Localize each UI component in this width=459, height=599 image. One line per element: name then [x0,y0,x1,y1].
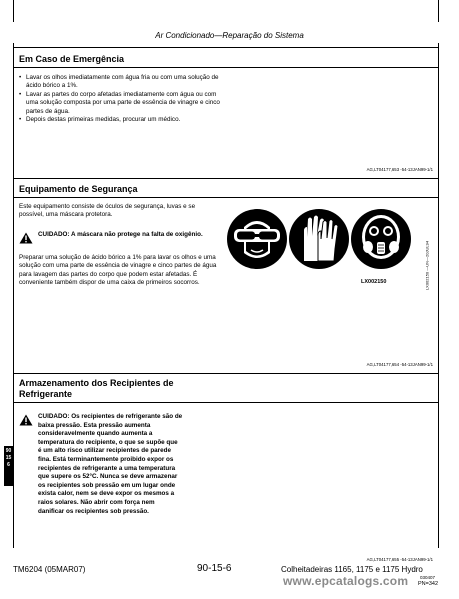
footer-pn: PN=342 [418,581,439,587]
side-tab-line: 15 [5,455,12,461]
right-margin-rule-top [438,0,439,22]
section2-paragraph: Preparar uma solução de ácido bórico a 1% para lavar os olhos e uma solução com uma parte de essência de vinagre e cinco partes de água para lavagem das partes do corpo que podem estar afetadas. É conveniente também dispor de uma caixa de primeiros socorros. [19,253,217,287]
section2-caution [19,231,219,244]
section1-title: Em Caso de Emergência [19,54,125,64]
section3-caution-line: exista calor, nem se deve expor os mesmos a [38,490,175,498]
section3-title-line: Refrigerante [19,389,73,399]
section2-title-rule [13,197,439,198]
section2-caution-label: CUIDADO: [38,230,70,238]
section1-bullet: • Lavar os olhos imediatamente com água fria ou com uma solução de ácido bórico a 1%. [19,74,224,91]
section2-caution-text: A máscara não protege na falta de oxigênio. [69,230,203,238]
side-tab-line: 90 [5,448,12,454]
section3-caution-line: danificar os recipientes sob pressão. [38,507,149,515]
section3-title-rule [13,402,439,403]
section2-top-rule [13,178,439,179]
watermark-text: www.epcatalogs.com [283,574,409,588]
goggles-icon [227,209,287,269]
section1-bullet: • Lavar as partes do corpo afetadas imediatamente com água ou com uma solução composta por uma parte de essência de vinagre e cinco partes de água. [19,91,224,116]
section3-caution-line: Os recipientes de refrigerante são de [71,413,183,420]
section2-intro: Este equipamento consiste de óculos de segurança, luvas e se possível, uma máscara protetora. [19,203,196,219]
section3-caution-line: recipientes de refrigerante a uma temperatura [38,464,176,472]
warning-triangle-icon [19,414,33,426]
section3-title-line: Armazenamento dos Recipientes de [19,378,174,388]
section3-caution-line: consideravelmente quando aumenta a [38,430,153,438]
section-side-tab [4,446,13,486]
warning-triangle-icon [19,232,33,244]
left-margin-rule [13,43,14,548]
gas-mask-icon [351,209,411,269]
footer-page-number: 90-15-6 [197,563,232,574]
section3-caution-line: fina. Está terminantemente proibido expor os [38,455,174,463]
section3-top-rule [13,373,439,374]
section3-caution-line: que supere os 52°C. Nunca se deve armazenar [38,473,178,481]
section3-title [19,378,174,400]
section1-bullet: • Depois destas primeiras medidas, procurar um médico. [19,116,224,124]
footer-product: Colheitadeiras 1165, 1175 e 1175 Hydro [281,565,423,574]
footer-manual-id: TM6204 (05MAR07) [13,565,86,574]
figure-side-label-wrap [424,236,430,296]
figure-code: LX002150 [361,279,387,285]
right-margin-rule [438,43,439,548]
section3-caution-line: é um alto risco utilizar recipientes de parede [38,447,171,455]
footer-date-code: 030407 [420,575,436,580]
section2-body [19,203,219,287]
section2-title: Equipamento de Segurança [19,184,138,194]
safety-equipment-figure [226,205,412,273]
section3-caution-label: CUIDADO: [38,413,70,420]
section1-reference: AG,LT04177,653 -54-13JAN99-1/1 [366,167,433,172]
section1-top-rule [13,47,439,48]
section1-body [19,74,224,124]
section3-reference: AG,LT04177,655 -54-13JAN99-1/1 [366,557,433,562]
page-header-title: Ar Condicionado—Reparação do Sistema [155,31,304,40]
section3-caution-line: baixa pressão. Esta pressão aumenta [38,421,151,429]
section3-caution-line: raios solares. Não abrir com força nem [38,498,155,506]
gloves-icon [289,209,349,269]
section3-caution-line: temperatura do recipiente, o que se supõe que [38,438,178,446]
figure-side-label: LX002150 —UN—20JUL94 [424,240,430,291]
left-margin-rule-top [13,0,14,22]
side-tab-line: 6 [7,462,10,468]
section3-caution-line: os recipientes sob pressão em um lugar onde [38,481,176,489]
section3-caution [19,413,224,516]
section1-title-rule [13,67,439,68]
section2-reference: AG,LT04177,654 -54-13JAN99-1/1 [366,362,433,367]
